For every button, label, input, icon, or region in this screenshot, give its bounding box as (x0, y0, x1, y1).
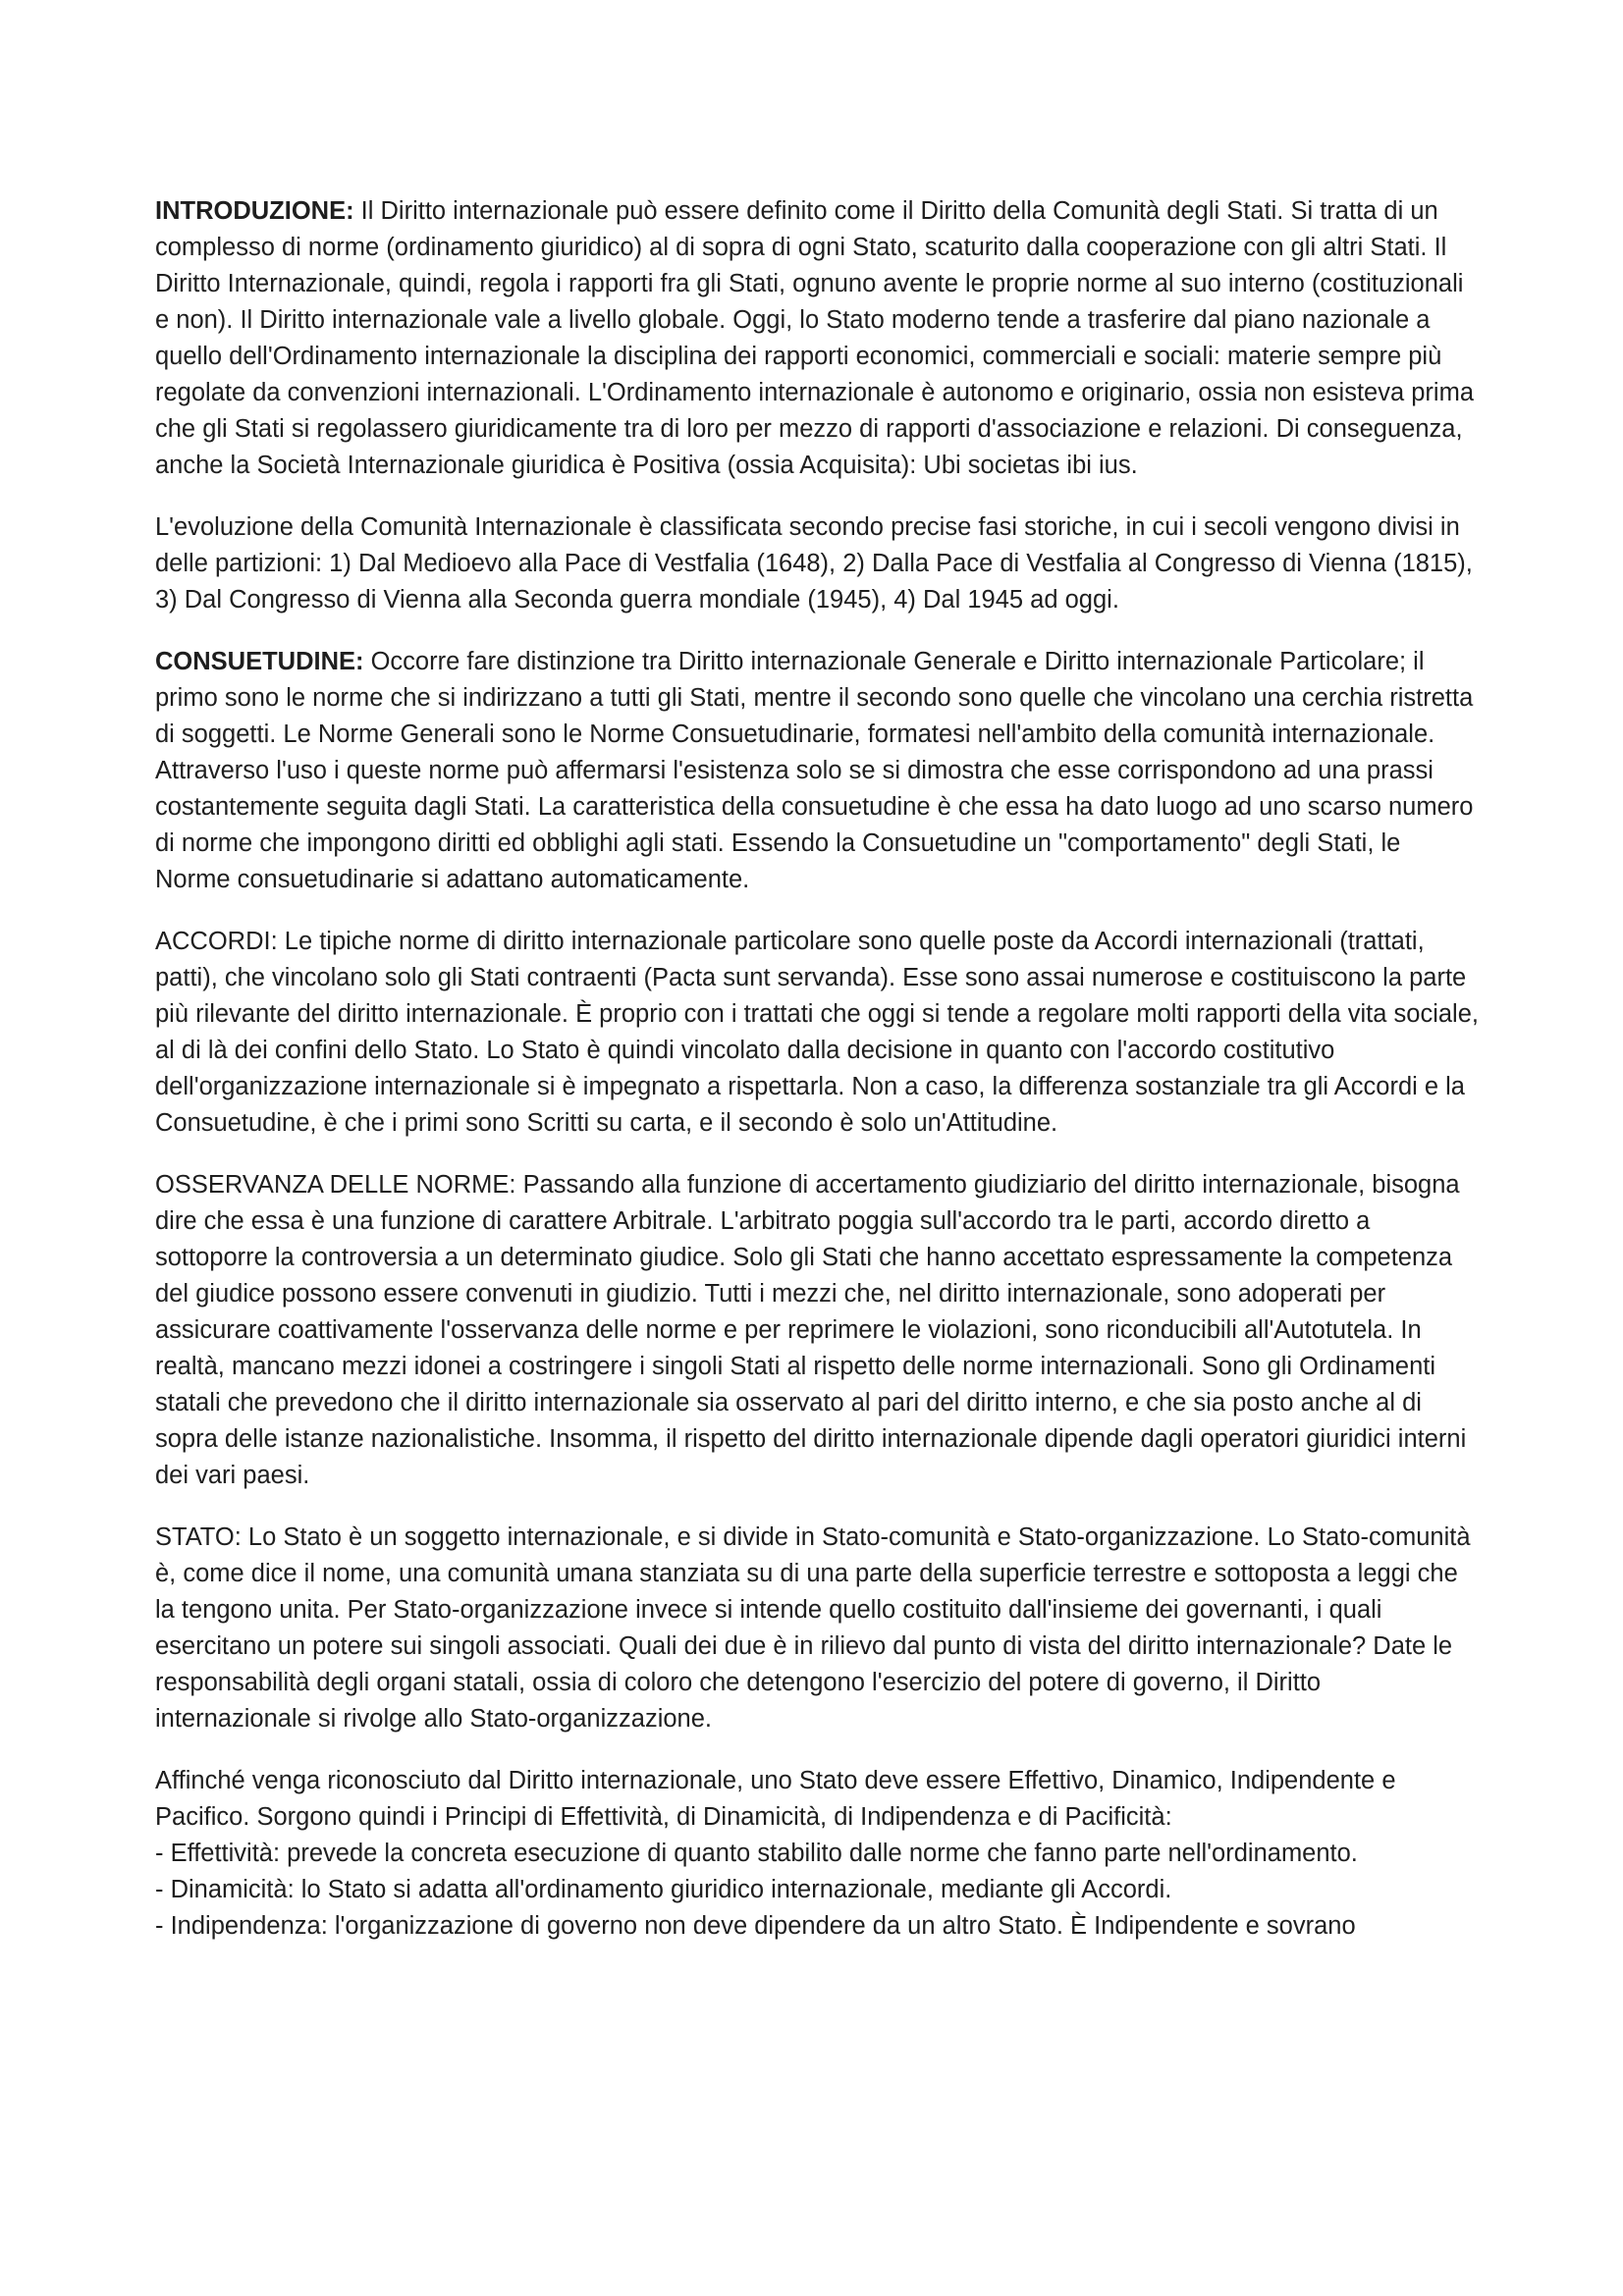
paragraph-affinche (155, 1763, 1481, 1836)
paragraph-evoluzione (155, 509, 1481, 618)
principles-list (155, 1836, 1481, 1945)
text-stato: STATO: Lo Stato è un soggetto internazionale, e si divide in Stato-comunità e Stato-organizzazione. Lo Stato-comunità è, come dice il nome, una comunità umana stanziata su di una parte della superficie terrestre e sottoposta a leggi che la tengono unita. Per Stato-organizzazione invece si intende quello costituito dall'insieme dei governanti, i quali esercitano un potere sui singoli associati. Quali dei due è in rilievo dal punto di vista del diritto internazionale? Date le responsabilità degli organi statali, ossia di coloro che detengono l'esercizio del potere di governo, il Diritto internazionale si rivolge allo Stato-organizzazione. (155, 1523, 1471, 1733)
paragraph-consuetudine (155, 644, 1481, 898)
text-affinche: Affinché venga riconosciuto dal Diritto internazionale, uno Stato deve essere Effettivo, Dinamico, Indipendente e Pacifico. Sorgono quindi i Principi di Effettività, di Dinamicità, di Indipendenza e di Pacificità: (155, 1767, 1396, 1831)
list-item: - Dinamicità: lo Stato si adatta all'ordinamento giuridico internazionale, mediante gli Accordi. (155, 1876, 1172, 1903)
text-introduzione: Il Diritto internazionale può essere definito come il Diritto della Comunità degli Stati. Si tratta di un complesso di norme (ordinamento giuridico) al di sopra di ogni Stato, scaturito dalla cooperazione con gli altri Stati. Il Diritto Internazionale, quindi, regola i rapporti fra gli Stati, ognuno avente le proprie norme al suo interno (costituzionali e non). Il Diritto internazionale vale a livello globale. Oggi, lo Stato moderno tende a trasferire dal piano nazionale a quello dell'Ordinamento internazionale la disciplina dei rapporti economici, commerciali e sociali: materie sempre più regolate da convenzioni internazionali. L'Ordinamento internazionale è autonomo e originario, ossia non esisteva prima che gli Stati si regolassero giuridicamente tra di loro per mezzo di rapporti d'associazione e relazioni. Di conseguenza, anche la Società Internazionale giuridica è Positiva (ossia Acquisita): Ubi societas ibi ius. (155, 197, 1475, 479)
paragraph-accordi (155, 924, 1481, 1142)
heading-introduzione: INTRODUZIONE: (155, 197, 354, 225)
heading-consuetudine: CONSUETUDINE: (155, 648, 364, 675)
text-accordi: ACCORDI: Le tipiche norme di diritto internazionale particolare sono quelle poste da Accordi internazionali (trattati, patti), che vincolano solo gli Stati contraenti (Pacta sunt servanda). Esse sono assai numerose e costituiscono la parte più rilevante del diritto internazionale. È proprio con i trattati che oggi si tende a regolare molti rapporti della vita sociale, al di là dei confini dello Stato. Lo Stato è quindi vincolato dalla decisione in quanto con l'accordo costitutivo dell'organizzazione internazionale si è impegnato a rispettarla. Non a caso, la differenza sostanziale tra gli Accordi e la Consuetudine, è che i primi sono Scritti su carta, e il secondo è solo un'Attitudine. (155, 928, 1479, 1137)
list-item: - Indipendenza: l'organizzazione di governo non deve dipendere da un altro Stato. È Indipendente e sovrano (155, 1912, 1356, 1940)
paragraph-stato (155, 1520, 1481, 1737)
document-body (155, 193, 1481, 1945)
text-osservanza: OSSERVANZA DELLE NORME: Passando alla funzione di accertamento giudiziario del diritto internazionale, bisogna dire che essa è una funzione di carattere Arbitrale. L'arbitrato poggia sull'accordo tra le parti, accordo diretto a sottoporre la controversia a un determinato giudice. Solo gli Stati che hanno accettato espressamente la competenza del giudice possono essere convenuti in giudizio. Tutti i mezzi che, nel diritto internazionale, sono adoperati per assicurare coattivamente l'osservanza delle norme e per reprimere le violazioni, sono riconducibili all'Autotutela. In realtà, mancano mezzi idonei a costringere i singoli Stati al rispetto delle norme internazionali. Sono gli Ordinamenti statali che prevedono che il diritto internazionale sia osservato al pari del diritto interno, e che sia posto anche al di sopra delle istanze nazionalistiche. Insomma, il rispetto del diritto internazionale dipende dagli operatori giuridici interni dei vari paesi. (155, 1171, 1467, 1489)
text-evoluzione: L'evoluzione della Comunità Internazionale è classificata secondo precise fasi storiche, in cui i secoli vengono divisi in delle partizioni: 1) Dal Medioevo alla Pace di Vestfalia (1648), 2) Dalla Pace di Vestfalia al Congresso di Vienna (1815), 3) Dal Congresso di Vienna alla Seconda guerra mondiale (1945), 4) Dal 1945 ad oggi. (155, 513, 1473, 614)
paragraph-introduzione (155, 193, 1481, 484)
list-item: - Effettività: prevede la concreta esecuzione di quanto stabilito dalle norme che fanno parte nell'ordinamento. (155, 1840, 1358, 1867)
paragraph-osservanza (155, 1167, 1481, 1494)
text-consuetudine: Occorre fare distinzione tra Diritto internazionale Generale e Diritto internazionale Particolare; il primo sono le norme che si indirizzano a tutti gli Stati, mentre il secondo sono quelle che vincolano una cerchia ristretta di soggetti. Le Norme Generali sono le Norme Consuetudinarie, formatesi nell'ambito della comunità internazionale. Attraverso l'uso i queste norme può affermarsi l'esistenza solo se si dimostra che esse corrispondono ad una prassi costantemente seguita dagli Stati. La caratteristica della consuetudine è che essa ha dato luogo ad uno scarso numero di norme che impongono diritti ed obblighi agli stati. Essendo la Consuetudine un "comportamento" degli Stati, le Norme consuetudinarie si adattano automaticamente. (155, 648, 1474, 893)
